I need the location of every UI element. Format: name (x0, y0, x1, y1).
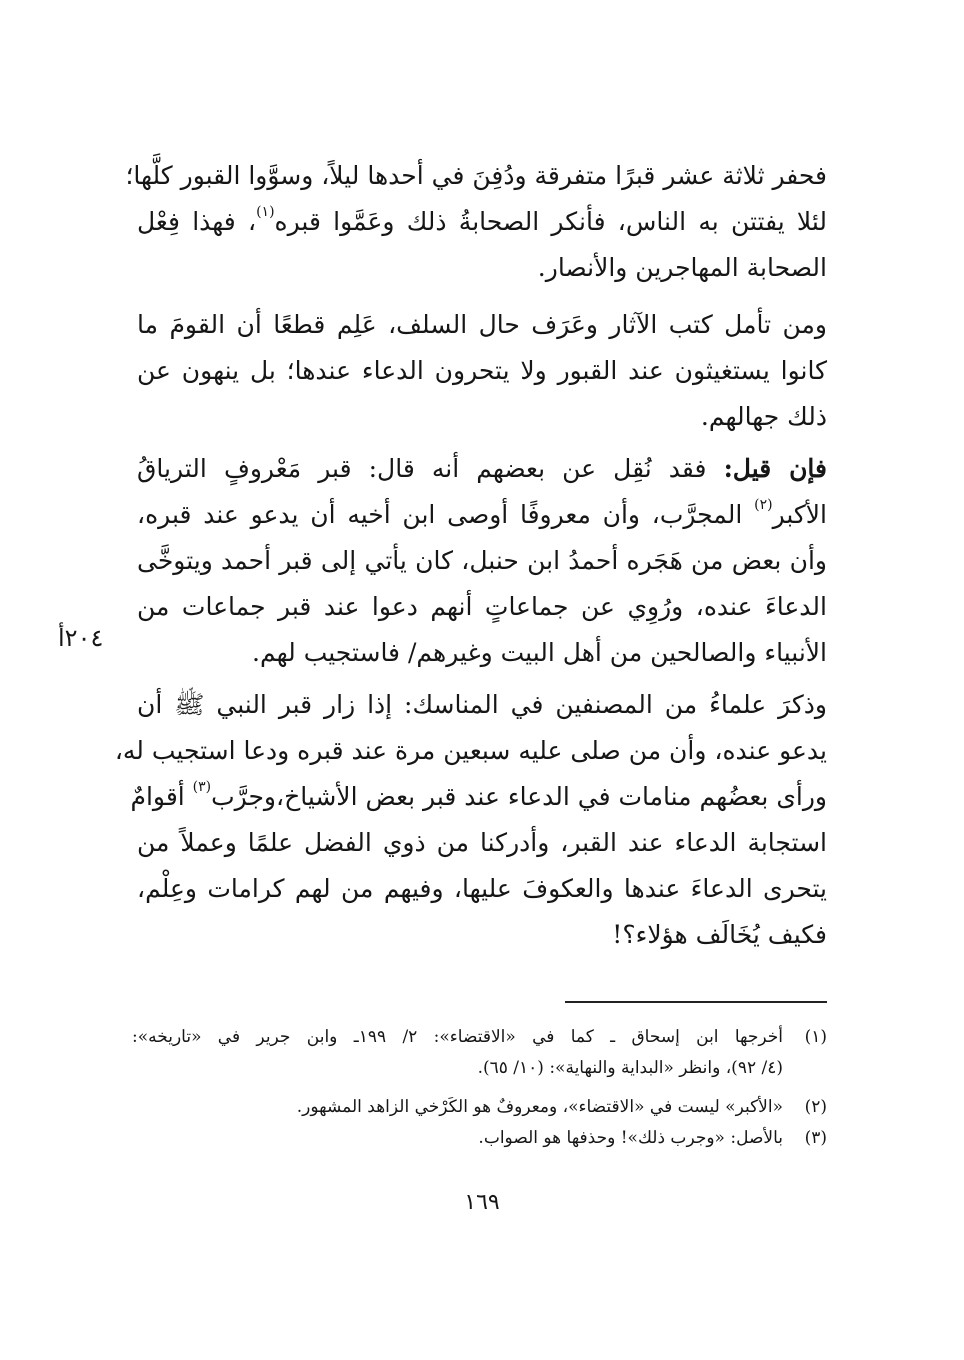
paragraph-line: كانوا يستغيثون عند القبور ولا يتحرون الدعاء عندها؛ بل ينهون عن (137, 356, 827, 385)
paragraph-line: فحفر ثلاثة عشر قبرًا متفرقة ودُفِنَ في أحدها ليلاً، وسوَّوا القبور كلَّها؛ (125, 161, 827, 190)
text-segment: أقوامٌ (130, 782, 193, 811)
paragraph-1 (125, 159, 827, 297)
footnote-ref: (١) (256, 204, 275, 220)
footnote-1-continued (132, 1057, 827, 1088)
paragraph-4 (114, 688, 827, 964)
footnote-ref: (٣) (192, 779, 212, 795)
text-segment: الأكبر (772, 500, 828, 529)
page-number: ١٦٩ (464, 1190, 500, 1215)
paragraph-3 (137, 452, 827, 682)
text-segment: لئلا يفتتن به الناس، فأنكر الصحابةُ ذلك وعَمَّوا قبره (274, 207, 827, 236)
text-segment: ، فهذا فِعْل (137, 207, 257, 236)
text-segment: فقد نُقِل عن بعضهم أنه قال: قبر مَعْروفٍ الترياقُ (137, 454, 724, 483)
paragraph-line: يتحرى الدعاءَ عندها والعكوفَ عليها، وفيهم من لهم كرامات وعِلْم، (137, 874, 827, 903)
text-segment: المجرَّب، وأن معروفًا أوصى ابن أخيه أن يدعو عند قبره، (137, 500, 755, 529)
paragraph-line (137, 205, 827, 251)
footnotes (132, 1026, 827, 1158)
paragraph-line: الدعاءَ عنده، ورُوِي عن جماعاتٍ أنهم دعوا عند قبر جماعات من (137, 592, 827, 621)
paragraph-line (137, 452, 827, 498)
paragraph-line: الصحابة المهاجرين والأنصار. (537, 253, 827, 282)
footnote-text: بالأصل: «وجرب ذلك»! وحذفها هو الصواب. (478, 1128, 783, 1148)
footnote-ref: (٢) (754, 497, 773, 513)
lead-phrase: فإن قيل: (723, 454, 827, 483)
paragraph-2 (137, 308, 827, 446)
footnote-2 (132, 1096, 827, 1127)
paragraph-line: فكيف يُخَالَف هؤلاء؟! (612, 920, 827, 949)
footnote-text: أخرجها ابن إسحاق ـ كما في «الاقتضاء»: ٢/ ١٩٩ـ وابن جرير في «تاريخه»: (132, 1027, 783, 1047)
paragraph-line: يدعو عنده، وأن من صلى عليه سبعين مرة عند قبره ودعا استجيب له، (114, 736, 827, 765)
paragraph-line (130, 779, 827, 826)
paragraph-line (137, 498, 827, 544)
text-segment: ورأى بعضُهم منامات في الدعاء عند قبر بعض الأشياخ،وجرَّب (211, 782, 827, 811)
paragraph-line: استجابة الدعاء عند القبر، وأدركنا من ذوي الفضل علمًا وعملاً من (137, 828, 827, 857)
footnote-separator (565, 1001, 827, 1003)
footnote-text: (٤/ ٩٢)، وانظر «البداية والنهاية»: (١٠/ ٦٥). (477, 1058, 783, 1078)
paragraph-line: وأن بعض من هَجَره أحمدُ ابن حنبل، كان يأتي إلى قبر أحمد ويتوخَّى (137, 546, 827, 575)
paragraph-line: ذلك جهالهم. (700, 402, 827, 431)
paragraph-line: الأنبياء والصالحين من أهل البيت وغيرهم/ فاستجيب لهم. (252, 638, 827, 667)
footnote-number: (٣) (804, 1128, 827, 1148)
footnote-3 (132, 1127, 827, 1158)
footnote-1 (132, 1026, 827, 1057)
footnote-number: (٢) (804, 1097, 827, 1117)
margin-folio-note: ٢٠٤أ (58, 624, 104, 652)
paragraph-line: ومن تأمل كتب الآثار وعَرَف حال السلف، عَلِم قطعًا أن القومَ ما (137, 310, 828, 339)
paragraph-line: وذكرَ علماءُ من المصنفين في المناسك: إذا زار قبر النبي ﷺ أن (137, 690, 827, 719)
footnote-number: (١) (804, 1027, 827, 1047)
footnote-text: «الأكبر» ليست في «الاقتضاء»، ومعروفٌ هو الكَرْخي الزاهد المشهور. (296, 1097, 783, 1117)
